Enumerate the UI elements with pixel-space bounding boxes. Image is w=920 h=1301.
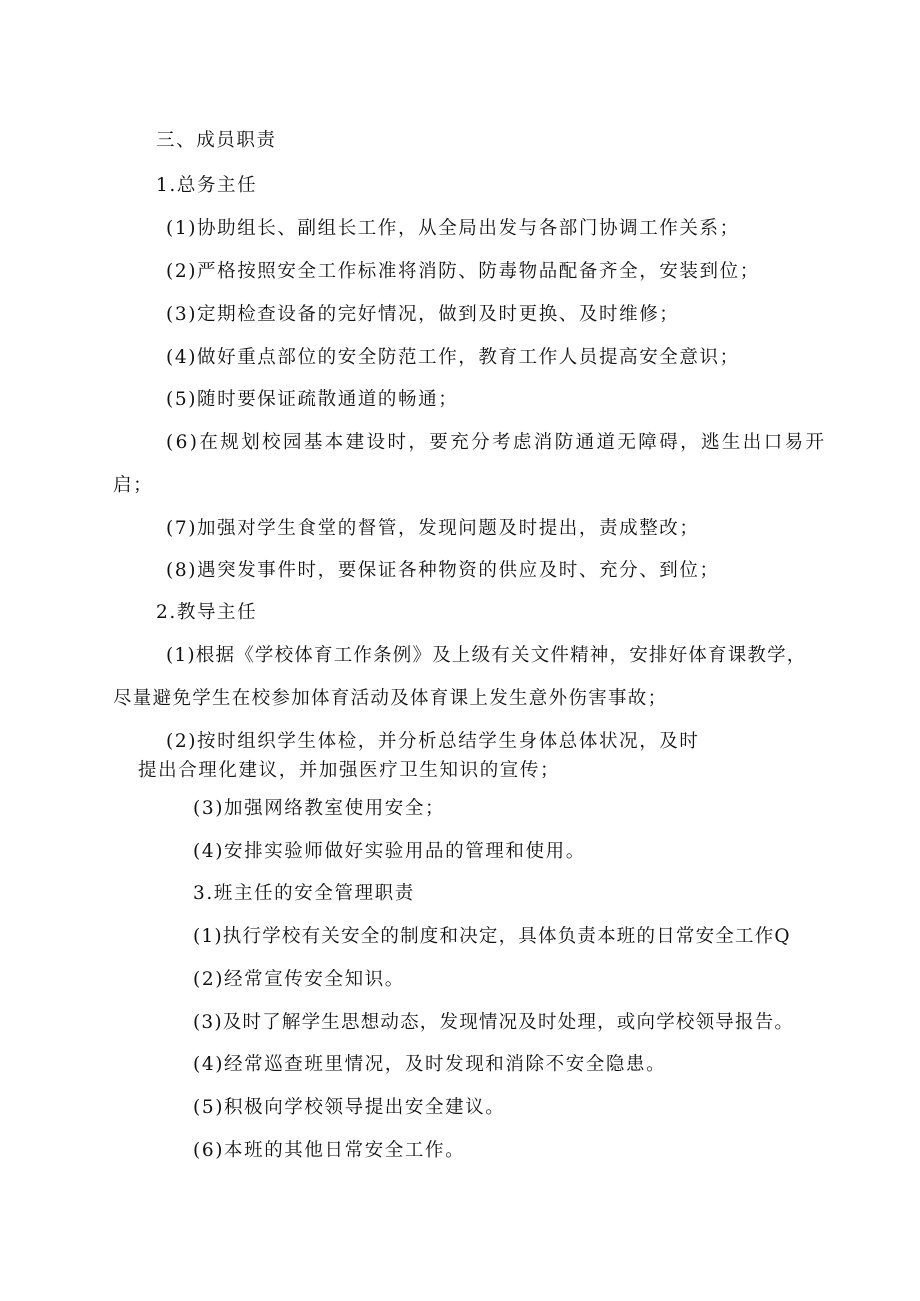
- class-teacher-item-2: (2)经常宣传安全知识。: [193, 969, 405, 990]
- general-affairs-item-4: (4)做好重点部位的安全防范工作，教育工作人员提高安全意识；: [166, 347, 740, 368]
- general-affairs-item-5: (5)随时要保证疏散通道的畅通；: [166, 389, 459, 410]
- academic-affairs-item-3: (3)加强网络教室使用安全；: [193, 798, 446, 819]
- class-teacher-item-3: (3)及时了解学生思想动态，发现情况及时处理，或向学校领导报告。: [193, 1012, 795, 1033]
- general-affairs-item-6: (6)在规划校园基本建设时，要充分考虑消防通道无障碍，逃生出口易开: [166, 432, 827, 453]
- class-teacher-item-6: (6)本班的其他日常安全工作。: [193, 1140, 466, 1161]
- general-affairs-item-8: (8)遇突发事件时，要保证各种物资的供应及时、充分、到位；: [166, 560, 720, 581]
- class-teacher-item-5: (5)积极向学校领导提出安全建议。: [193, 1097, 506, 1118]
- class-teacher-heading: 3.班主任的安全管理职责: [193, 883, 415, 904]
- general-affairs-item-2: (2)严格按照安全工作标准将消防、防毒物品配备齐全，安装到位；: [166, 261, 760, 282]
- class-teacher-item-4: (4)经常巡查班里情况，及时发现和消除不安全隐患。: [193, 1054, 667, 1075]
- general-affairs-item-3: (3)定期检查设备的完好情况，做到及时更换、及时维修；: [166, 304, 680, 325]
- class-teacher-item-1: (1)执行学校有关安全的制度和决定，具体负责本班的日常安全工作Q: [193, 926, 791, 947]
- academic-affairs-item-1-cont: 尽量避免学生在校参加体育活动及体育课上发生意外伤害事故；: [113, 688, 668, 709]
- academic-affairs-item-2-cont: 提出合理化建议，并加强医疗卫生知识的宣传；: [138, 760, 561, 781]
- academic-affairs-item-4: (4)安排实验师做好实验用品的管理和使用。: [193, 841, 586, 862]
- academic-affairs-item-2: (2)按时组织学生体检，并分析总结学生身体总体状况，及时: [166, 731, 700, 752]
- academic-affairs-heading: 2.教导主任: [156, 602, 258, 623]
- section-title: 三、成员职责: [156, 130, 277, 151]
- academic-affairs-item-1: (1)根据《学校体育工作条例》及上级有关文件精神，安排好体育课教学，: [166, 645, 807, 666]
- general-affairs-heading: 1.总务主任: [156, 175, 258, 196]
- general-affairs-item-6-cont: 启；: [113, 475, 154, 496]
- general-affairs-item-1: (1)协助组长、副组长工作，从全局出发与各部门协调工作关系；: [166, 218, 740, 239]
- general-affairs-item-7: (7)加强对学生食堂的督管，发现问题及时提出，责成整改；: [166, 518, 700, 539]
